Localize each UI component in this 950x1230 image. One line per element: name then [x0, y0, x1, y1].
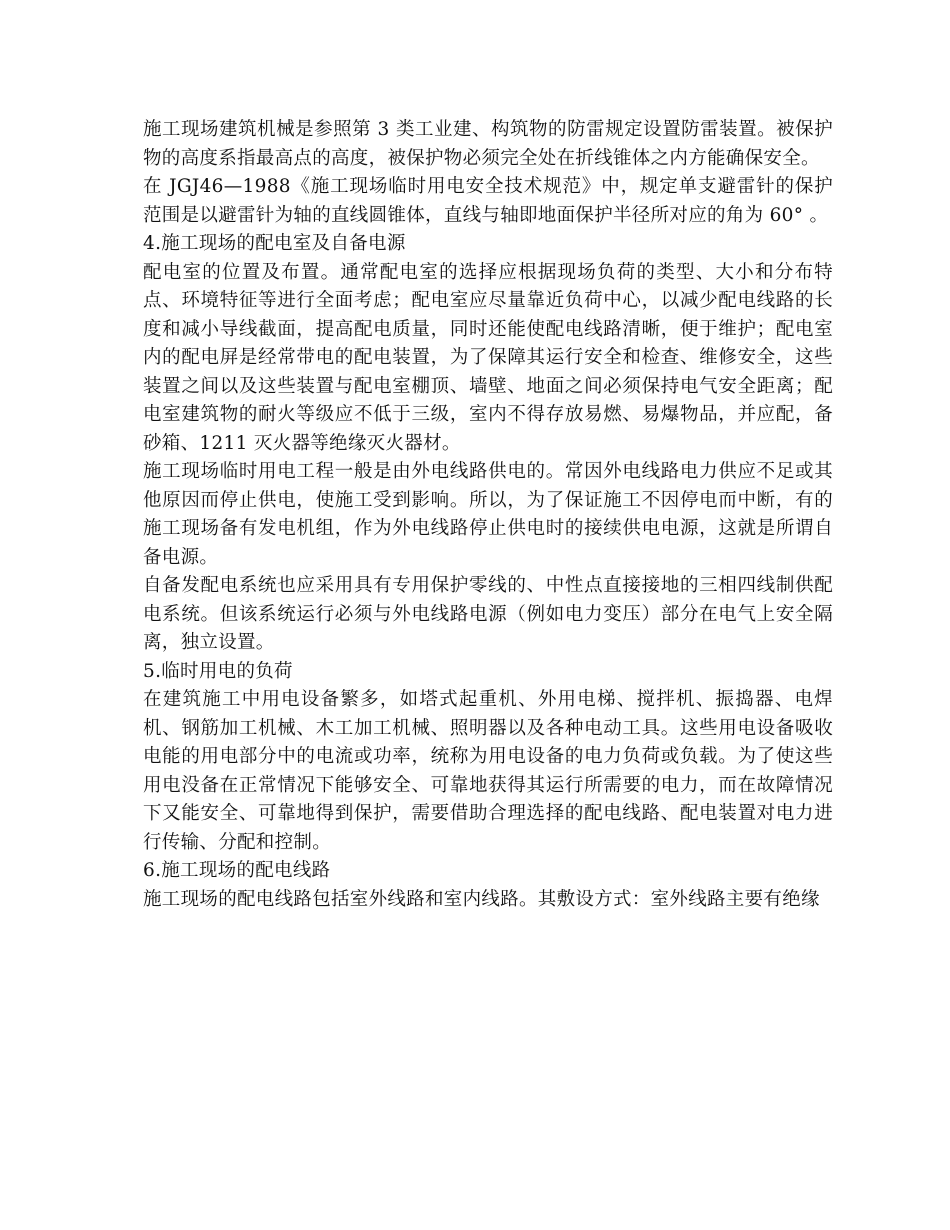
paragraph-backup-system: 自备发配电系统也应采用具有专用保护零线的、中性点直接接地的三相四线制供配电系统。但该系统运行必须与外电线路电源（例如电力变压）部分在电气上安全隔离，独立设置。 — [143, 575, 833, 653]
document-body — [143, 116, 833, 914]
section-heading-4: 4.施工现场的配电室及自备电源 — [143, 233, 406, 254]
section-heading-6: 6.施工现场的配电线路 — [143, 860, 331, 881]
paragraph-distribution-room: 配电室的位置及布置。通常配电室的选择应根据现场负荷的类型、大小和分布特点、环境特征等进行全面考虑；配电室应尽量靠近负荷中心，以减少配电线路的长度和减小导线截面，提高配电质量，同时还能使配电线路清晰，便于维护；配电室内的配电屏是经常带电的配电装置，为了保障其运行安全和检查、维修安全，这些装置之间以及这些装置与配电室棚顶、墙壁、地面之间必须保持电气安全距离；配电室建筑物的耐火等级应不低于三级，室内不得存放易燃、易爆物品，并应配，备砂箱、1211 灭火器等绝缘灭火器材。 — [143, 261, 833, 454]
paragraph-load: 在建筑施工中用电设备繁多，如塔式起重机、外用电梯、搅拌机、振捣器、电焊机、钢筋加工机械、木工加工机械、照明器以及各种电动工具。这些用电设备吸收电能的用电部分中的电流或功率，统称为用电设备的电力负荷或负载。为了使这些用电没备在正常情况下能够安全、可靠地获得其运行所需要的电力，而在故障情况下又能安全、可靠地得到保护，需要借助合理选择的配电线路、配电装置对电力进行传输、分配和控制。 — [143, 689, 833, 853]
paragraph-power-supply: 施工现场临时用电工程一般是由外电线路供电的。常因外电线路电力供应不足或其他原因而停止供电，使施工受到影响。所以，为了保证施工不因停电而中断，有的施工现场备有发电机组，作为外电线路停止供电时的接续供电电源，这就是所谓自备电源。 — [143, 461, 833, 568]
paragraph-wiring: 施工现场的配电线路包括室外线路和室内线路。其敷设方式：室外线路主要有绝缘 — [143, 888, 820, 910]
section-heading-5: 5.临时用电的负荷 — [143, 660, 293, 682]
paragraph-lightning-rod-spec: 在 JGJ46—1988《施工现场临时用电安全技术规范》中，规定单支避雷针的保护范围是以避雷针为轴的直线圆锥体，直线与轴即地面保护半径所对应的角为 60° 。 — [143, 176, 833, 226]
paragraph-lightning-protection: 施工现场建筑机械是参照第 3 类工业建、构筑物的防雷规定设置防雷装置。被保护物的高度系指最高点的高度，被保护物必须完全处在折线锥体之内方能确保安全。 — [143, 119, 833, 169]
